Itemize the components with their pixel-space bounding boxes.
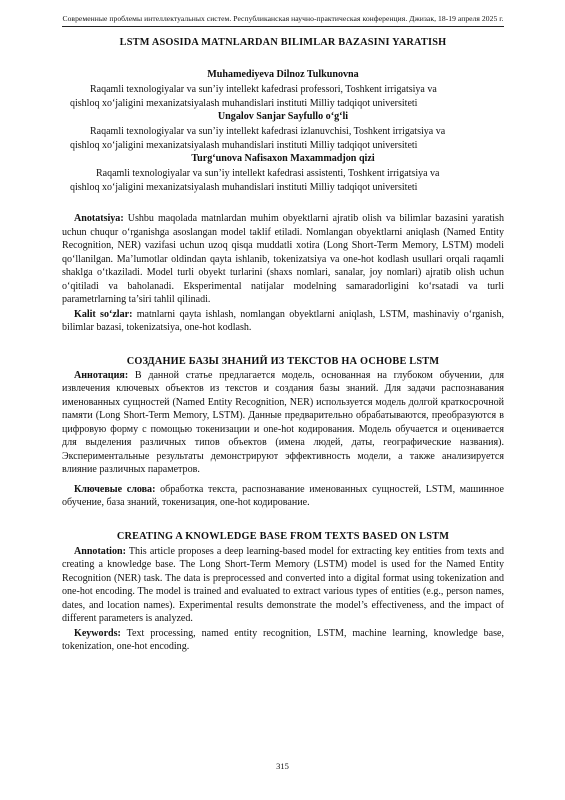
- abstract-text: Ushbu maqolada matnlardan muhim obyektlarni ajratib olish va bilimlar bazasini yaratish uchun chuqur o‘rganishga asoslangan model taklif etiladi. Nomlangan obyektlarni aniqlash (Named Entity Recognition, NER) vazifasi uchun uzoq qisqa muddatli xotira (Long Short-Term Memory, LSTM) modeli qo‘llanilgan. Ma’lumotlar oldindan qayta ishlanib, tokenizatsiya va one-hot kodlash usullari orqali raqamli shaklga o‘tkaziladi. Model turli obyekt turlarini (shaxs nomlari, sanalar, joy nomlari) ajratib olish uchun o‘qitiladi va baholanadi. Eksperimental natijalar modelning samaradorligini ko‘rsatadi va turli parametrlarning ta’siri tahlil qilinadi.: [62, 213, 504, 305]
- ru-keywords: [62, 483, 504, 510]
- running-header: Современные проблемы интеллектуальных систем. Республиканская научно-практическая конференция. Джизак, 18-19 апреля 2025 г.: [62, 14, 504, 27]
- en-section: [62, 531, 504, 654]
- author-block: [62, 110, 504, 152]
- affiliation-line: Raqamli texnologiyalar va sun’iy intellekt kafedrasi assistenti, Toshkent irrigatsiya va: [96, 168, 440, 179]
- abstract-label: Annotation:: [74, 545, 126, 557]
- author-block: [62, 68, 504, 110]
- ru-abstract: [62, 369, 504, 477]
- author-list: [62, 68, 504, 194]
- author-affiliation: [62, 83, 504, 110]
- keywords-text: Text processing, named entity recognition, LSTM, machine learning, knowledge base, tokenization, one-hot encoding.: [62, 627, 504, 652]
- abstract-text: В данной статье предлагается модель, основанная на глубоком обучении, для извлечения ключевых объектов из текстов и создания базы знаний. Для задачи распознавания именованных сущностей (Named Entity Recognition, NER) используется модель долгой краткосрочной памяти (Long Short-Term Memory, LSTM). Данные предварительно обрабатываются, преобразуются в цифровую форму с помощью токенизации и one-hot кодирования. Модель обучается и оценивается для выделения различных типов объектов (имена людей, даты, географические названия). Экспериментальные результаты демонстрируют эффективность модели, а также анализируется влияние различных параметров.: [62, 369, 504, 475]
- en-title: CREATING A KNOWLEDGE BASE FROM TEXTS BASED ON LSTM: [116, 530, 450, 542]
- en-keywords: [62, 627, 504, 654]
- keywords-label: Ключевые слова:: [74, 483, 156, 495]
- paper-page: [62, 14, 504, 654]
- uz-abstract: [62, 212, 504, 307]
- affiliation-line: qishloq xo‘jaligini mexanizatsiyalash muhandislari instituti Milliy tadqiqot universiteti: [70, 181, 418, 193]
- page-number: 315: [276, 761, 289, 771]
- author-affiliation: [62, 125, 504, 152]
- keywords-text: обработка текста, распознавание именованных сущностей, LSTM, машинное обучение, база знаний, токенизация, one-hot кодирование.: [62, 483, 504, 508]
- author-name: Muhamediyeva Dilnoz Tulkunovna: [207, 69, 359, 80]
- abstract-text: This article proposes a deep learning-based model for extracting key entities from texts and creating a knowledge base. The Long Short-Term Memory (LSTM) model is used for the Named Entity Recognition (NER) task. The data is preprocessed and converted into a digital format using tokenization and one-hot encoding. The model is trained and evaluated to extract various types of entities (e.g., person names, dates, and location names). Experimental results demonstrate the model’s effectiveness, and the impact of different parameters is analyzed.: [62, 545, 504, 624]
- affiliation-line: Raqamli texnologiyalar va sun’iy intellekt kafedrasi professori, Toshkent irrigatsiya va: [90, 84, 437, 95]
- author-name: Ungalov Sanjar Sayfullo o‘g‘li: [217, 111, 349, 122]
- keywords-text: matnlarni qayta ishlash, nomlangan obyektlarni aniqlash, LSTM, mashinaviy o‘rganish, bilimlar bazasi, tokenizatsiya, one-hot kodlash.: [62, 308, 505, 333]
- uz-keywords: [62, 308, 504, 335]
- en-abstract: [62, 545, 504, 626]
- affiliation-line: qishloq xo‘jaligini mexanizatsiyalash muhandislari instituti Milliy tadqiqot universiteti: [70, 97, 418, 109]
- uz-section: [62, 37, 504, 335]
- abstract-label: Аннотация:: [74, 369, 129, 381]
- keywords-label: Kalit so‘zlar:: [74, 308, 133, 320]
- ru-section: [62, 356, 504, 510]
- author-affiliation: [62, 167, 504, 194]
- keywords-label: Keywords:: [74, 627, 121, 639]
- author-block: [62, 152, 504, 194]
- uz-title: LSTM ASOSIDA MATNLARDAN BILIMLAR BAZASINI YARATISH: [119, 37, 447, 48]
- ru-title: СОЗДАНИЕ БАЗЫ ЗНАНИЙ ИЗ ТЕКСТОВ НА ОСНОВЕ LSTM: [126, 355, 440, 367]
- abstract-label: Anotatsiya:: [74, 213, 124, 224]
- affiliation-line: Raqamli texnologiyalar va sun’iy intellekt kafedrasi izlanuvchisi, Toshkent irrigatsiya va: [90, 126, 446, 137]
- author-name: Turg‘unova Nafisaxon Maxammadjon qizi: [191, 153, 375, 164]
- affiliation-line: qishloq xo‘jaligini mexanizatsiyalash muhandislari instituti Milliy tadqiqot universiteti: [70, 139, 418, 151]
